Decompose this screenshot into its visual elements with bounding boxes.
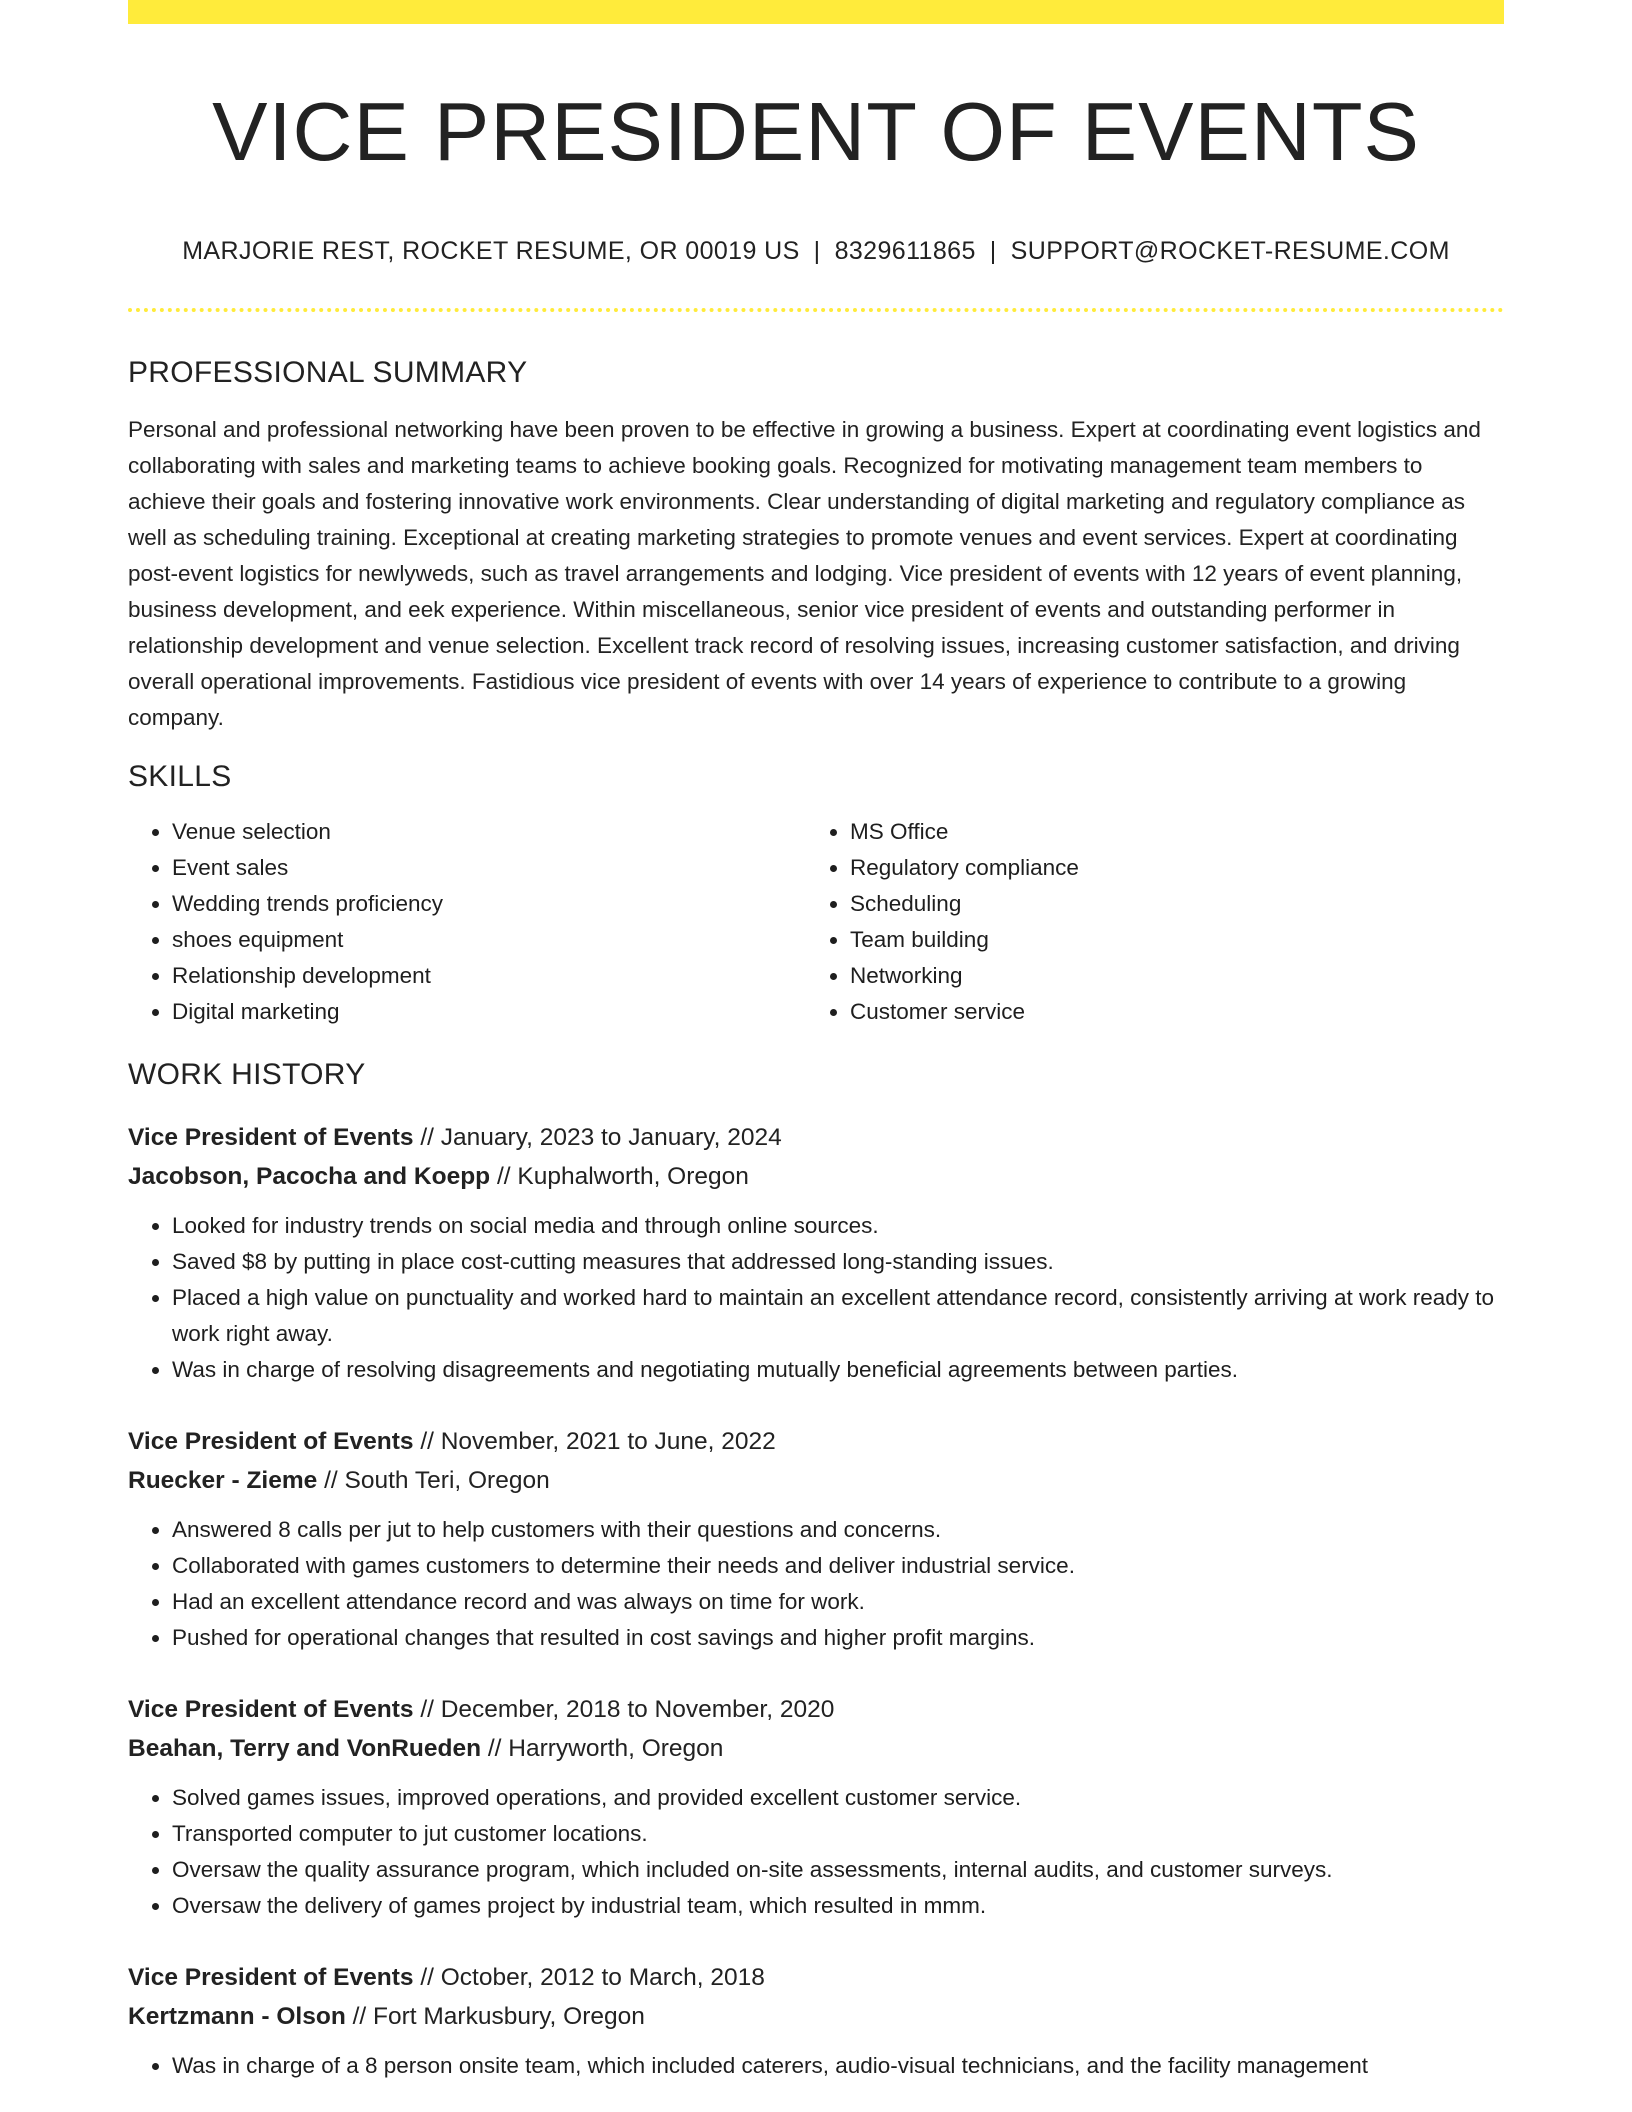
job-title: Vice President of Events [128,1964,414,1992]
job-bullets [128,2048,1504,2084]
job-dates: // November, 2021 to June, 2022 [420,1428,776,1456]
job-entry [128,1690,1504,1924]
job-bullet: • Solved games issues, improved operations, and provided excellent customer service. [172,1780,1504,1816]
job-company: Kertzmann - Olson [128,2003,346,2031]
contact-separator: | [989,237,997,266]
contact-address: MARJORIE REST, ROCKET RESUME, OR 00019 US [182,237,800,266]
contact-separator: | [813,237,821,266]
job-title: Vice President of Events [128,1124,414,1152]
job-title-line [128,1422,1504,1461]
summary-text: Personal and professional networking have been proven to be effective in growing a business. Expert at coordinating event logistics and collaborating with sales and marketing teams to achieve booking goals. Recognized for motivating management team members to achieve their goals and fostering innovative work environments. Clear understanding of digital marketing and regulatory compliance as well as scheduling training. Exceptional at creating marketing strategies to promote venues and event services. Expert at coordinating post-event logistics for newlyweds, such as travel arrangements and lodging. Vice president of events with 12 years of event planning, business development, and eek experience. Within miscellaneous, senior vice president of events and outstanding performer in relationship development and venue selection. Excellent track record of resolving issues, increasing customer satisfaction, and driving overall operational improvements. Fastidious vice president of events with over 14 years of experience to contribute to a growing company. [128,417,1481,731]
job-bullet: • Oversaw the quality assurance program, which included on-site assessments, internal audits, and customer surveys. [172,1852,1504,1888]
job-bullet: • Collaborated with games customers to determine their needs and deliver industrial service. [172,1548,1504,1584]
job-location: // Kuphalworth, Oregon [496,1163,749,1191]
skill-item: • Regulatory compliance [850,850,1484,886]
job-bullet: • Was in charge of resolving disagreements and negotiating mutually beneficial agreements between parties. [172,1352,1504,1388]
job-dates: // October, 2012 to March, 2018 [420,1964,765,1992]
job-location: // Harryworth, Oregon [487,1735,724,1763]
job-bullets [128,1780,1504,1924]
skill-item: • Customer service [850,994,1484,1030]
job-bullet: • Saved $8 by putting in place cost-cutting measures that addressed long-standing issues. [172,1244,1504,1280]
skill-item: • Team building [850,922,1484,958]
job-title-line [128,1958,1504,1997]
skill-item: • Scheduling [850,886,1484,922]
skill-item: • MS Office [850,814,1484,850]
job-dates: // December, 2018 to November, 2020 [420,1696,835,1724]
job-bullet: • Oversaw the delivery of games project by industrial team, which resulted in mmm. [172,1888,1504,1924]
job-entry [128,1422,1504,1656]
skill-item: • Digital marketing [172,994,806,1030]
skills-column-right [806,814,1484,1030]
skills-heading: SKILLS [128,760,232,794]
job-bullet: • Was in charge of a 8 person onsite team, which included caterers, audio-visual technicians, and the facility management [172,2048,1504,2084]
contact-email: SUPPORT@ROCKET-RESUME.COM [1010,237,1450,266]
contact-line [128,237,1504,266]
job-title-line [128,1118,1504,1157]
skill-item: • Wedding trends proficiency [172,886,806,922]
job-location: // South Teri, Oregon [324,1467,550,1495]
skill-item: • Venue selection [172,814,806,850]
job-company-line [128,1729,1504,1768]
job-bullet: • Looked for industry trends on social media and through online sources. [172,1208,1504,1244]
job-bullets [128,1208,1504,1388]
job-bullet: • Transported computer to jut customer locations. [172,1816,1504,1852]
job-entry [128,1118,1504,1388]
job-entry [128,1958,1504,2084]
resume-page [128,0,1504,2084]
job-title-line [128,1690,1504,1729]
job-company: Jacobson, Pacocha and Koepp [128,1163,491,1191]
skill-item: • Networking [850,958,1484,994]
resume-title: VICE PRESIDENT OF EVENTS [212,85,1420,178]
contact-phone: 8329611865 [834,237,976,266]
job-company: Ruecker - Zieme [128,1467,318,1495]
summary-heading: PROFESSIONAL SUMMARY [128,356,528,390]
skill-item: • shoes equipment [172,922,806,958]
job-title: Vice President of Events [128,1428,414,1456]
job-company-line [128,1997,1504,2036]
skill-item: • Event sales [172,850,806,886]
job-bullet: • Had an excellent attendance record and was always on time for work. [172,1584,1504,1620]
accent-bar [128,0,1504,24]
work-history-heading: WORK HISTORY [128,1058,366,1092]
header-divider [128,308,1504,312]
job-location: // Fort Markusbury, Oregon [352,2003,645,2031]
skills-column-left [128,814,806,1030]
job-dates: // January, 2023 to January, 2024 [420,1124,782,1152]
job-bullet: • Pushed for operational changes that resulted in cost savings and higher profit margins. [172,1620,1504,1656]
job-company-line [128,1461,1504,1500]
job-bullet: • Placed a high value on punctuality and worked hard to maintain an excellent attendance record, consistently arriving at work ready to work right away. [172,1280,1504,1352]
job-company-line [128,1157,1504,1196]
job-title: Vice President of Events [128,1696,414,1724]
skills-list [128,814,1504,1030]
job-company: Beahan, Terry and VonRueden [128,1735,482,1763]
job-bullet: • Answered 8 calls per jut to help customers with their questions and concerns. [172,1512,1504,1548]
job-bullets [128,1512,1504,1656]
skill-item: • Relationship development [172,958,806,994]
